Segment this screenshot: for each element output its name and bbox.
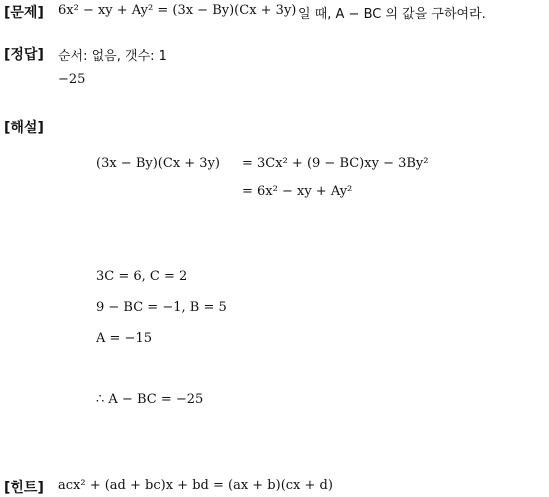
answer-format: 순서: 없음, 갯수: 1 xyxy=(58,49,167,64)
problem-text: 일 때, A − BC 의 값을 구하여라. xyxy=(298,7,486,22)
answer-label: [정답] xyxy=(4,47,44,63)
explanation-eq1-rhs: = 3Cx² + (9 − BC)xy − 3By² xyxy=(242,156,429,171)
hint-formula: acx² + (ad + bc)x + bd = (ax + b)(cx + d) xyxy=(58,478,333,493)
explanation-step2: 9 − BC = −1, B = 5 xyxy=(96,300,227,315)
explanation-step3: A = −15 xyxy=(96,331,152,346)
explanation-eq2-rhs: = 6x² − xy + Ay² xyxy=(242,184,353,199)
explanation-label: [해설] xyxy=(4,120,44,136)
explanation-eq1-lhs: (3x − By)(Cx + 3y) xyxy=(96,156,220,171)
problem-equation: 6x² − xy + Ay² = (3x − By)(Cx + 3y) xyxy=(58,3,297,18)
problem-label: [문제] xyxy=(4,5,44,21)
hint-label: [힌트] xyxy=(4,480,44,496)
explanation-step1: 3C = 6, C = 2 xyxy=(96,269,188,284)
answer-value: −25 xyxy=(58,72,86,87)
explanation-conclusion: ∴ A − BC = −25 xyxy=(96,392,204,407)
